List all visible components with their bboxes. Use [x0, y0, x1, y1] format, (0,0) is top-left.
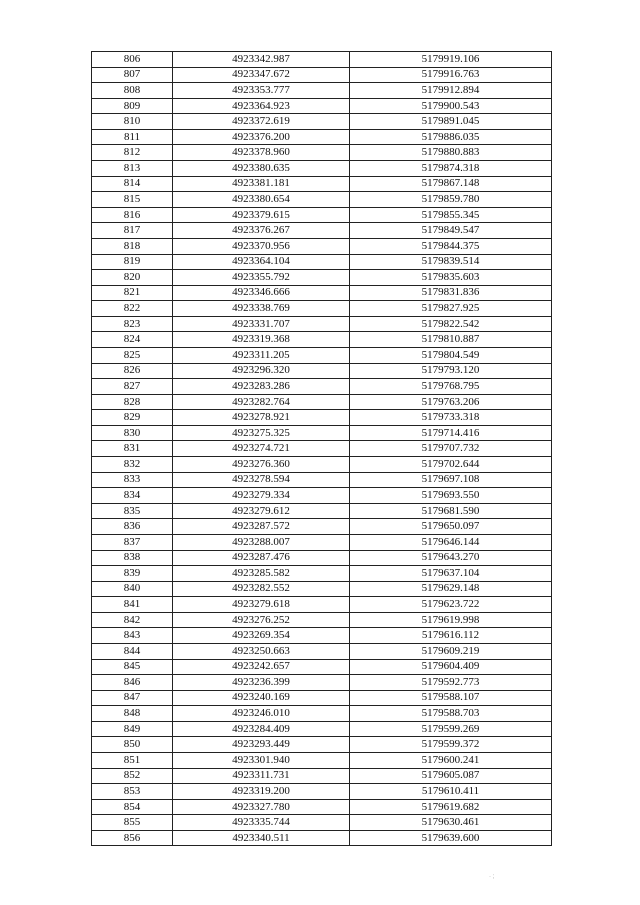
x-coordinate-cell: 4923287.572 [173, 519, 350, 535]
y-coordinate-cell: 5179650.097 [350, 519, 552, 535]
table-row [92, 753, 552, 769]
point-number-cell: 823 [92, 316, 173, 332]
table-row [92, 394, 552, 410]
table-row [92, 98, 552, 114]
table-row [92, 721, 552, 737]
table-row [92, 815, 552, 831]
table-row [92, 379, 552, 395]
x-coordinate-cell: 4923335.744 [173, 815, 350, 831]
y-coordinate-cell: 5179592.773 [350, 675, 552, 691]
y-coordinate-cell: 5179831.836 [350, 285, 552, 301]
point-number-cell: 815 [92, 192, 173, 208]
y-coordinate-cell: 5179599.269 [350, 721, 552, 737]
table-row [92, 628, 552, 644]
table-row [92, 503, 552, 519]
point-number-cell: 818 [92, 238, 173, 254]
point-number-cell: 808 [92, 83, 173, 99]
point-number-cell: 845 [92, 659, 173, 675]
y-coordinate-cell: 5179874.318 [350, 161, 552, 177]
table-row [92, 581, 552, 597]
x-coordinate-cell: 4923364.104 [173, 254, 350, 270]
point-number-cell: 834 [92, 488, 173, 504]
point-number-cell: 840 [92, 581, 173, 597]
y-coordinate-cell: 5179919.106 [350, 52, 552, 68]
table-row [92, 550, 552, 566]
point-number-cell: 837 [92, 534, 173, 550]
table-row [92, 207, 552, 223]
x-coordinate-cell: 4923378.960 [173, 145, 350, 161]
table-row [92, 145, 552, 161]
point-number-cell: 811 [92, 129, 173, 145]
table-row [92, 675, 552, 691]
x-coordinate-cell: 4923274.721 [173, 441, 350, 457]
y-coordinate-cell: 5179891.045 [350, 114, 552, 130]
point-number-cell: 817 [92, 223, 173, 239]
table-row [92, 597, 552, 613]
y-coordinate-cell: 5179588.703 [350, 706, 552, 722]
coordinate-table-body [92, 52, 552, 846]
y-coordinate-cell: 5179646.144 [350, 534, 552, 550]
x-coordinate-cell: 4923278.921 [173, 410, 350, 426]
x-coordinate-cell: 4923346.666 [173, 285, 350, 301]
y-coordinate-cell: 5179630.461 [350, 815, 552, 831]
table-row [92, 270, 552, 286]
point-number-cell: 816 [92, 207, 173, 223]
y-coordinate-cell: 5179900.543 [350, 98, 552, 114]
x-coordinate-cell: 4923340.511 [173, 830, 350, 846]
x-coordinate-cell: 4923296.320 [173, 363, 350, 379]
y-coordinate-cell: 5179835.603 [350, 270, 552, 286]
x-coordinate-cell: 4923355.792 [173, 270, 350, 286]
point-number-cell: 829 [92, 410, 173, 426]
y-coordinate-cell: 5179916.763 [350, 67, 552, 83]
point-number-cell: 813 [92, 161, 173, 177]
y-coordinate-cell: 5179599.372 [350, 737, 552, 753]
y-coordinate-cell: 5179849.547 [350, 223, 552, 239]
y-coordinate-cell: 5179697.108 [350, 472, 552, 488]
table-row [92, 830, 552, 846]
point-number-cell: 814 [92, 176, 173, 192]
point-number-cell: 821 [92, 285, 173, 301]
table-row [92, 316, 552, 332]
table-row [92, 301, 552, 317]
y-coordinate-cell: 5179827.925 [350, 301, 552, 317]
y-coordinate-cell: 5179793.120 [350, 363, 552, 379]
x-coordinate-cell: 4923342.987 [173, 52, 350, 68]
table-row [92, 612, 552, 628]
table-row [92, 799, 552, 815]
y-coordinate-cell: 5179600.241 [350, 753, 552, 769]
table-row [92, 192, 552, 208]
x-coordinate-cell: 4923242.657 [173, 659, 350, 675]
table-row [92, 441, 552, 457]
x-coordinate-cell: 4923370.956 [173, 238, 350, 254]
x-coordinate-cell: 4923381.181 [173, 176, 350, 192]
x-coordinate-cell: 4923283.286 [173, 379, 350, 395]
point-number-cell: 849 [92, 721, 173, 737]
y-coordinate-cell: 5179707.732 [350, 441, 552, 457]
y-coordinate-cell: 5179623.722 [350, 597, 552, 613]
point-number-cell: 820 [92, 270, 173, 286]
point-number-cell: 819 [92, 254, 173, 270]
point-number-cell: 832 [92, 457, 173, 473]
point-number-cell: 810 [92, 114, 173, 130]
point-number-cell: 856 [92, 830, 173, 846]
y-coordinate-cell: 5179643.270 [350, 550, 552, 566]
x-coordinate-cell: 4923279.618 [173, 597, 350, 613]
point-number-cell: 853 [92, 784, 173, 800]
table-row [92, 161, 552, 177]
x-coordinate-cell: 4923279.334 [173, 488, 350, 504]
point-number-cell: 842 [92, 612, 173, 628]
point-number-cell: 841 [92, 597, 173, 613]
x-coordinate-cell: 4923285.582 [173, 566, 350, 582]
table-row [92, 534, 552, 550]
point-number-cell: 839 [92, 566, 173, 582]
point-number-cell: 835 [92, 503, 173, 519]
y-coordinate-cell: 5179619.998 [350, 612, 552, 628]
y-coordinate-cell: 5179886.035 [350, 129, 552, 145]
x-coordinate-cell: 4923327.780 [173, 799, 350, 815]
y-coordinate-cell: 5179714.416 [350, 425, 552, 441]
table-row [92, 176, 552, 192]
point-number-cell: 844 [92, 643, 173, 659]
x-coordinate-cell: 4923240.169 [173, 690, 350, 706]
table-row [92, 737, 552, 753]
point-number-cell: 848 [92, 706, 173, 722]
y-coordinate-cell: 5179733.318 [350, 410, 552, 426]
x-coordinate-cell: 4923331.707 [173, 316, 350, 332]
y-coordinate-cell: 5179604.409 [350, 659, 552, 675]
x-coordinate-cell: 4923372.619 [173, 114, 350, 130]
x-coordinate-cell: 4923284.409 [173, 721, 350, 737]
x-coordinate-cell: 4923275.325 [173, 425, 350, 441]
x-coordinate-cell: 4923269.354 [173, 628, 350, 644]
point-number-cell: 854 [92, 799, 173, 815]
x-coordinate-cell: 4923311.205 [173, 347, 350, 363]
y-coordinate-cell: 5179616.112 [350, 628, 552, 644]
table-row [92, 519, 552, 535]
x-coordinate-cell: 4923301.940 [173, 753, 350, 769]
x-coordinate-cell: 4923347.672 [173, 67, 350, 83]
y-coordinate-cell: 5179859.780 [350, 192, 552, 208]
y-coordinate-cell: 5179844.375 [350, 238, 552, 254]
point-number-cell: 827 [92, 379, 173, 395]
y-coordinate-cell: 5179867.148 [350, 176, 552, 192]
point-number-cell: 824 [92, 332, 173, 348]
x-coordinate-cell: 4923276.360 [173, 457, 350, 473]
table-row [92, 285, 552, 301]
table-row [92, 690, 552, 706]
table-row [92, 223, 552, 239]
table-row [92, 566, 552, 582]
table-row [92, 425, 552, 441]
x-coordinate-cell: 4923250.663 [173, 643, 350, 659]
x-coordinate-cell: 4923319.200 [173, 784, 350, 800]
y-coordinate-cell: 5179681.590 [350, 503, 552, 519]
x-coordinate-cell: 4923376.267 [173, 223, 350, 239]
point-number-cell: 822 [92, 301, 173, 317]
x-coordinate-cell: 4923319.368 [173, 332, 350, 348]
table-row [92, 52, 552, 68]
point-number-cell: 843 [92, 628, 173, 644]
x-coordinate-cell: 4923364.923 [173, 98, 350, 114]
point-number-cell: 847 [92, 690, 173, 706]
coordinate-table [91, 51, 552, 846]
point-number-cell: 807 [92, 67, 173, 83]
y-coordinate-cell: 5179693.550 [350, 488, 552, 504]
point-number-cell: 838 [92, 550, 173, 566]
table-row [92, 254, 552, 270]
point-number-cell: 825 [92, 347, 173, 363]
table-row [92, 768, 552, 784]
point-number-cell: 826 [92, 363, 173, 379]
point-number-cell: 830 [92, 425, 173, 441]
y-coordinate-cell: 5179822.542 [350, 316, 552, 332]
table-row [92, 643, 552, 659]
x-coordinate-cell: 4923236.399 [173, 675, 350, 691]
y-coordinate-cell: 5179810.887 [350, 332, 552, 348]
y-coordinate-cell: 5179605.087 [350, 768, 552, 784]
x-coordinate-cell: 4923376.200 [173, 129, 350, 145]
table-row [92, 347, 552, 363]
table-row [92, 129, 552, 145]
y-coordinate-cell: 5179619.682 [350, 799, 552, 815]
x-coordinate-cell: 4923246.010 [173, 706, 350, 722]
table-row [92, 472, 552, 488]
table-row [92, 67, 552, 83]
page-mark: · ; [489, 874, 495, 880]
y-coordinate-cell: 5179702.644 [350, 457, 552, 473]
x-coordinate-cell: 4923287.476 [173, 550, 350, 566]
table-row [92, 659, 552, 675]
table-row [92, 83, 552, 99]
y-coordinate-cell: 5179629.148 [350, 581, 552, 597]
table-row [92, 488, 552, 504]
x-coordinate-cell: 4923293.449 [173, 737, 350, 753]
table-row [92, 410, 552, 426]
x-coordinate-cell: 4923282.552 [173, 581, 350, 597]
x-coordinate-cell: 4923278.594 [173, 472, 350, 488]
point-number-cell: 828 [92, 394, 173, 410]
y-coordinate-cell: 5179610.411 [350, 784, 552, 800]
table-row [92, 238, 552, 254]
y-coordinate-cell: 5179637.104 [350, 566, 552, 582]
table-row [92, 332, 552, 348]
point-number-cell: 833 [92, 472, 173, 488]
table-row [92, 114, 552, 130]
point-number-cell: 846 [92, 675, 173, 691]
point-number-cell: 809 [92, 98, 173, 114]
x-coordinate-cell: 4923282.764 [173, 394, 350, 410]
y-coordinate-cell: 5179912.894 [350, 83, 552, 99]
y-coordinate-cell: 5179588.107 [350, 690, 552, 706]
y-coordinate-cell: 5179880.883 [350, 145, 552, 161]
point-number-cell: 855 [92, 815, 173, 831]
point-number-cell: 836 [92, 519, 173, 535]
x-coordinate-cell: 4923380.635 [173, 161, 350, 177]
x-coordinate-cell: 4923276.252 [173, 612, 350, 628]
table-row [92, 363, 552, 379]
x-coordinate-cell: 4923380.654 [173, 192, 350, 208]
x-coordinate-cell: 4923338.769 [173, 301, 350, 317]
y-coordinate-cell: 5179804.549 [350, 347, 552, 363]
y-coordinate-cell: 5179839.514 [350, 254, 552, 270]
y-coordinate-cell: 5179768.795 [350, 379, 552, 395]
table-row [92, 784, 552, 800]
x-coordinate-cell: 4923311.731 [173, 768, 350, 784]
x-coordinate-cell: 4923288.007 [173, 534, 350, 550]
point-number-cell: 851 [92, 753, 173, 769]
x-coordinate-cell: 4923379.615 [173, 207, 350, 223]
point-number-cell: 806 [92, 52, 173, 68]
table-row [92, 457, 552, 473]
y-coordinate-cell: 5179639.600 [350, 830, 552, 846]
y-coordinate-cell: 5179763.206 [350, 394, 552, 410]
y-coordinate-cell: 5179609.219 [350, 643, 552, 659]
point-number-cell: 852 [92, 768, 173, 784]
x-coordinate-cell: 4923353.777 [173, 83, 350, 99]
point-number-cell: 850 [92, 737, 173, 753]
y-coordinate-cell: 5179855.345 [350, 207, 552, 223]
point-number-cell: 812 [92, 145, 173, 161]
point-number-cell: 831 [92, 441, 173, 457]
x-coordinate-cell: 4923279.612 [173, 503, 350, 519]
table-row [92, 706, 552, 722]
